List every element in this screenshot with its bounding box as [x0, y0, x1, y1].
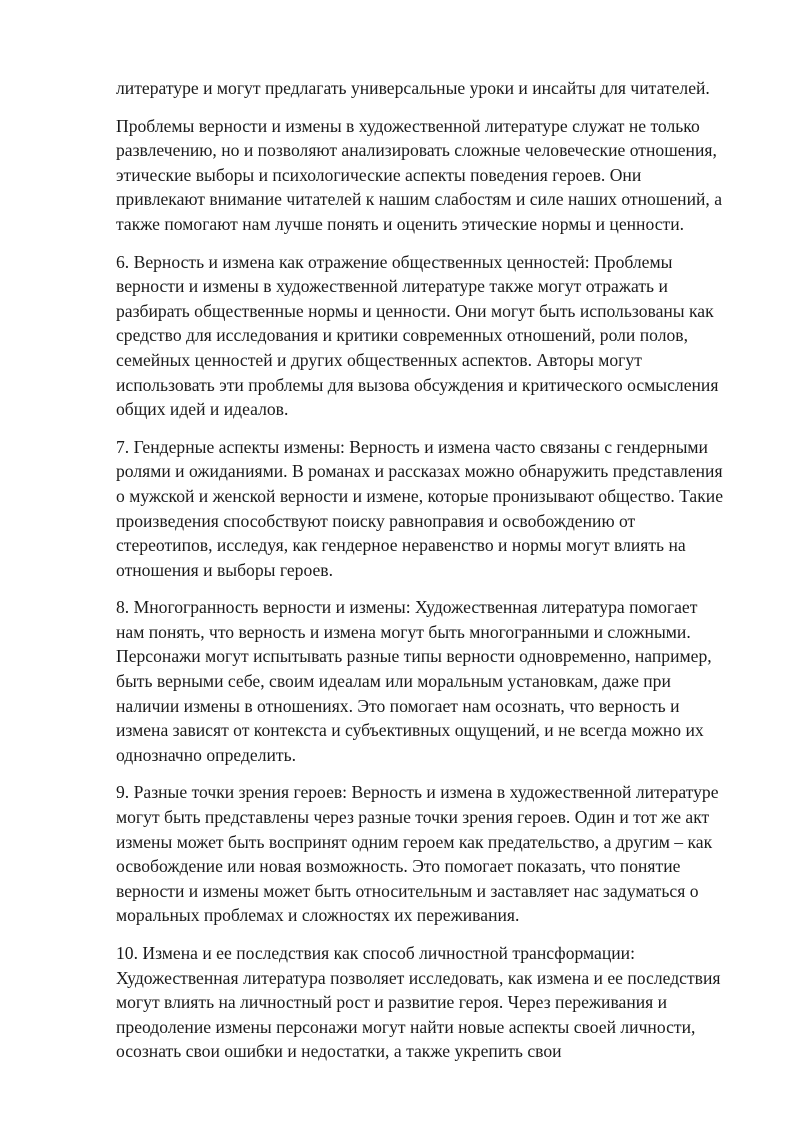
paragraph-item-8: 8. Многогранность верности и измены: Художественная литература помогает нам понять, что верность и измена могут быть многогранными и сложными. Персонажи могут испытывать разные типы верности одновременно, например, быть верными себе, своим идеалам или моральным установкам, даже при наличии измены в отношениях. Это помогает нам осознать, что верность и измена зависят от контекста и субъективных ощущений, и не всегда можно их однозначно определить. — [116, 597, 712, 765]
paragraph-continuation: литературе и могут предлагать универсальные уроки и инсайты для читателей. — [116, 78, 710, 98]
paragraph-item-10: 10. Измена и ее последствия как способ личностной трансформации: Художественная литература позволяет исследовать, как измена и ее последствия могут влиять на личностный рост и развитие героя. Через переживания и преодоление измены персонажи могут найти новые аспекты своей личности, осознать свои ошибки и недостатки, а также укрепить свои — [116, 943, 721, 1062]
paragraph-item-7: 7. Гендерные аспекты измены: Верность и измена часто связаны с гендерными ролями и ожиданиями. В романах и рассказах можно обнаружить представления о мужской и женской верности и измене, которые пронизывают общество. Такие произведения способствуют поиску равноправия и освобождению от стереотипов, исследуя, как гендерное неравенство и нормы могут влиять на отношения и выборы героев. — [116, 436, 724, 580]
paragraph-summary: Проблемы верности и измены в художественной литературе служат не только развлечению, но и позволяют анализировать сложные человеческие отношения, этические выборы и психологические аспекты поведения героев. Они привлекают внимание читателей к нашим слабостям и силе наших отношений, а также помогают нам лучше понять и оценить этические нормы и ценности. — [116, 115, 723, 234]
paragraph-item-6: 6. Верность и измена как отражение общественных ценностей: Проблемы верности и измены в художественной литературе также могут отражать и разбирать общественные нормы и ценности. Они могут быть использованы как средство для исследования и критики современных отношений, роли полов, семейных ценностей и других общественных аспектов. Авторы могут использовать эти проблемы для вызова обсуждения и критического осмысления общих идей и идеалов. — [116, 251, 719, 420]
document-page — [116, 76, 728, 1077]
paragraph-item-9: 9. Разные точки зрения героев: Верность и измена в художественной литературе могут быть представлены через разные точки зрения героев. Один и тот же акт измены может быть воспринят одним героем как предательство, а другим – как освобождение или новая возможность. Это помогает показать, что понятие верности и измены может быть относительным и заставляет нас задуматься о моральных проблемах и сложностях их переживания. — [116, 782, 719, 926]
